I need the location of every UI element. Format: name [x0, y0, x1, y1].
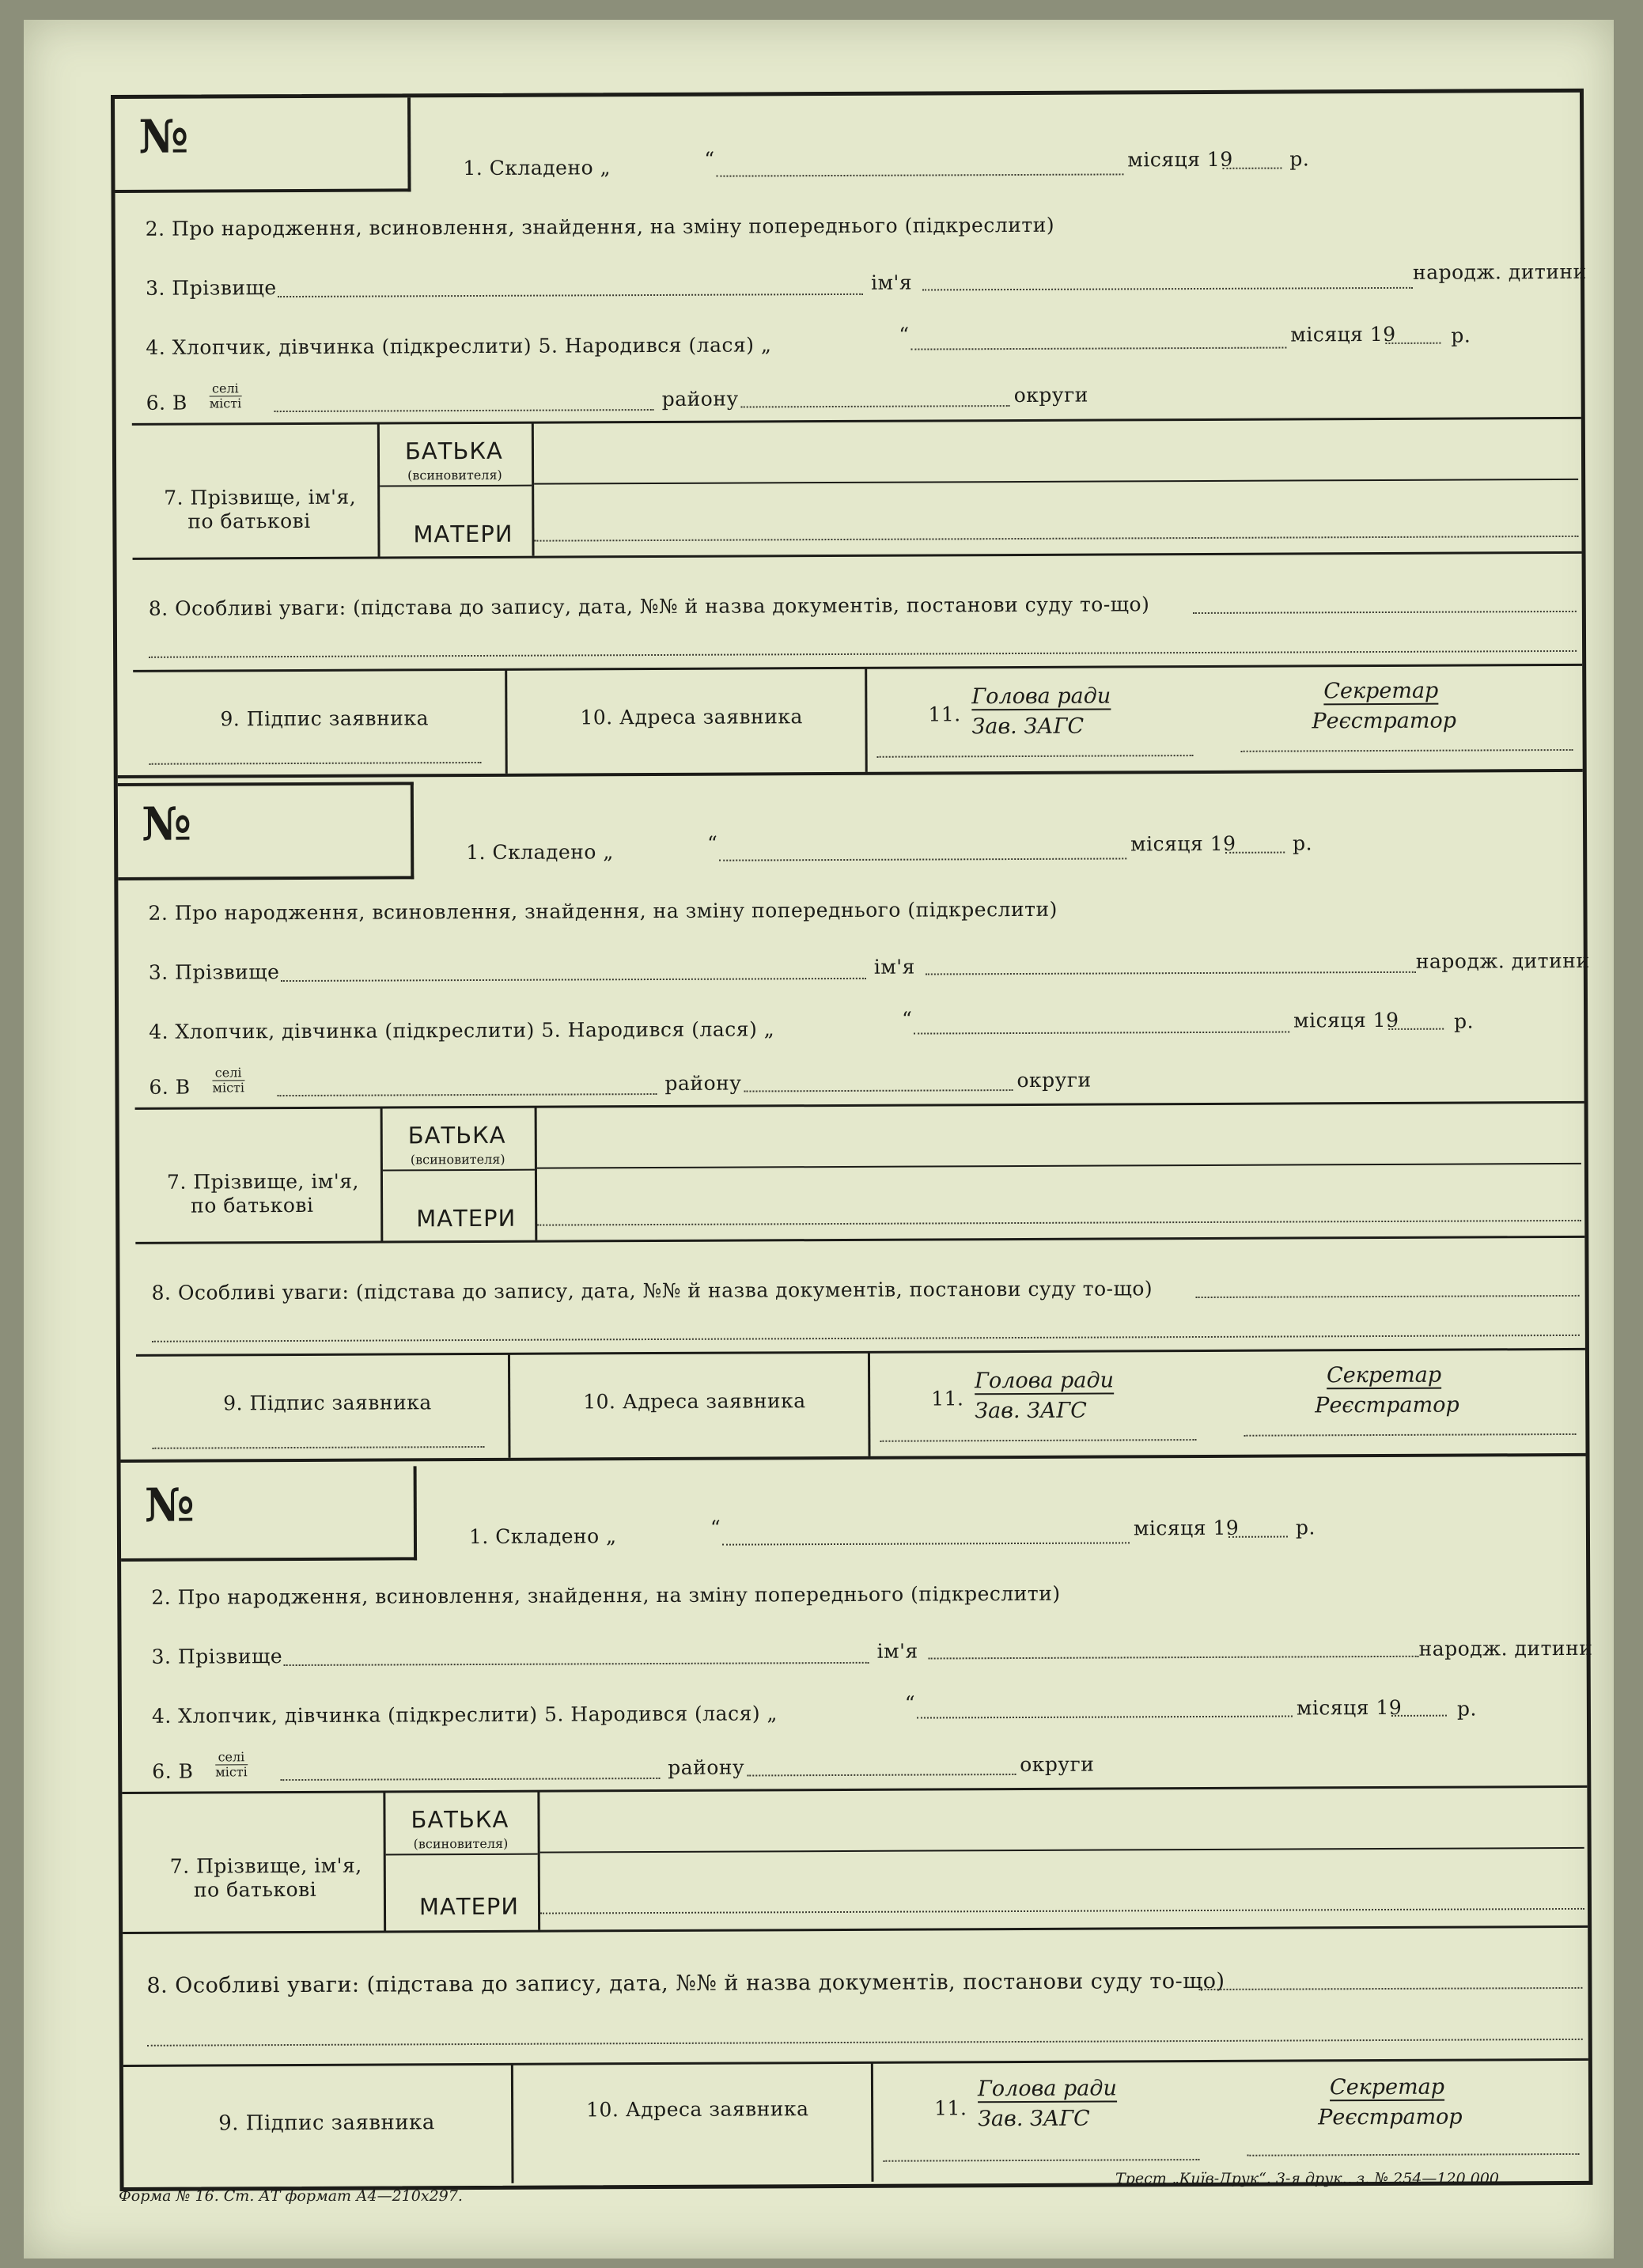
f1-day-field[interactable] — [719, 858, 1126, 861]
f6-frac-top: селі — [215, 1750, 248, 1765]
f7-father-rule — [383, 1169, 535, 1172]
f10-divider — [871, 2063, 874, 2182]
f3-surname-label: 3. Прізвище — [148, 960, 280, 984]
f6-frac-bottom: місті — [212, 1080, 245, 1096]
f4-label: 4. Хлопчик, дівчинка (підкреслити) 5. Народився (лася) „ — [151, 1702, 778, 1728]
form-number-footer: Форма № 16. Ст. АТ формат А4—210х297. — [119, 2187, 463, 2205]
f6-district-field[interactable] — [744, 1089, 1013, 1092]
f11-sign-field-1[interactable] — [877, 755, 1194, 758]
f1-year: р. — [1295, 1516, 1316, 1539]
f10-label: 10. Адреса заявника — [583, 1389, 806, 1414]
row8-rule — [136, 1348, 1585, 1357]
f4-month: місяця 19 — [1296, 1695, 1403, 1720]
f11-label: 11. — [934, 2096, 967, 2120]
row6-rule — [132, 417, 1581, 426]
f4-quote: “ — [899, 323, 910, 346]
f4-year-field[interactable] — [1388, 1028, 1444, 1030]
f3-child-label: народж. дитини — [1418, 1636, 1593, 1660]
f7-divider-left — [377, 424, 380, 557]
f1-quote: “ — [704, 147, 715, 171]
f6-district-label: району — [664, 1071, 742, 1095]
f11-zags: Зав. ЗАГС — [971, 714, 1085, 740]
f10-label: 10. Адреса заявника — [580, 705, 803, 729]
f3-surname-field[interactable] — [284, 1662, 869, 1666]
f4-year-field[interactable] — [1385, 343, 1440, 344]
f1-year-field[interactable] — [1225, 852, 1285, 854]
f3-name-field[interactable] — [929, 1656, 1419, 1660]
f4-quote: “ — [902, 1007, 913, 1031]
f7-father-sub: (всиновителя) — [413, 1835, 509, 1852]
form-frame — [111, 89, 1593, 2191]
f1-month: місяця 19 — [1133, 1516, 1240, 1540]
f11-zags: Зав. ЗАГС — [978, 2106, 1090, 2132]
record-number-box[interactable] — [115, 97, 411, 193]
f9-divider — [505, 670, 508, 774]
number-sign: № — [144, 1478, 195, 1532]
f4-day-field[interactable] — [914, 1032, 1289, 1035]
f7-father-field[interactable] — [540, 1847, 1584, 1853]
f11-sign-field-1[interactable] — [880, 1439, 1196, 1442]
f1-day-field[interactable] — [716, 173, 1123, 176]
row8-rule — [123, 2058, 1588, 2067]
f6-frac-bottom: місті — [215, 1764, 248, 1780]
f7-father-rule — [380, 485, 532, 487]
f1-label: 1. Складено „ — [463, 156, 611, 180]
f9-label: 9. Підпис заявника — [223, 1391, 432, 1415]
row8-rule — [133, 664, 1582, 672]
f7-mother-field[interactable] — [537, 1220, 1581, 1226]
f8-label: 8. Особливі уваги: (підстава до запису, дата, №№ й назва документів, постанови суду то-що) — [146, 1968, 1225, 1998]
f3-child-label: народж. дитини — [1412, 259, 1587, 284]
f4-year: р. — [1454, 1009, 1475, 1033]
f6-okrug-label: округи — [1013, 383, 1088, 407]
f3-name-field[interactable] — [922, 287, 1413, 291]
f3-name-field[interactable] — [926, 971, 1416, 975]
f7-father-field[interactable] — [534, 479, 1578, 485]
f1-year: р. — [1289, 147, 1310, 171]
f11-label: 11. — [931, 1387, 964, 1410]
f8-label: 8. Особливі уваги: (підстава до запису, дата, №№ й назва документів, постанови суду то-що) — [148, 593, 1150, 620]
f7-divider-right — [537, 1792, 540, 1930]
f7-father-label: БАТЬКА — [404, 437, 503, 465]
f4-month: місяця 19 — [1293, 1008, 1399, 1032]
f2-label: 2. Про народження, всиновлення, знайдення, на зміну попереднього (підкреслити) — [148, 897, 1058, 925]
f10-divider — [868, 1353, 871, 1456]
f4-year: р. — [1456, 1697, 1477, 1721]
f6-frac-bottom: місті — [209, 396, 242, 411]
f11-head: Голова ради — [977, 2076, 1117, 2102]
f4-year: р. — [1451, 324, 1471, 347]
f11-sign-field-2[interactable] — [1244, 1433, 1576, 1437]
f10-label: 10. Адреса заявника — [586, 2097, 809, 2122]
f11-registrar: Реєстратор — [1312, 708, 1457, 734]
f6-fraction — [215, 1750, 248, 1779]
f6-frac-top: селі — [210, 381, 242, 396]
f1-quote: “ — [710, 1516, 721, 1539]
f3-surname-label: 3. Прізвище — [151, 1645, 283, 1668]
f4-month: місяця 19 — [1290, 322, 1396, 346]
f1-year: р. — [1293, 831, 1313, 855]
f6-place-field[interactable] — [274, 409, 654, 412]
f11-sign-field-1[interactable] — [883, 2159, 1199, 2162]
f7-father-label: БАТЬКА — [407, 1121, 506, 1149]
f11-label: 11. — [928, 702, 961, 726]
f6-fraction — [210, 381, 242, 411]
f3-name-label: ім'я — [873, 955, 915, 979]
f7-mother-label: МАТЕРИ — [413, 520, 513, 548]
f6-district-field[interactable] — [747, 1774, 1016, 1776]
f9-sign-field[interactable] — [152, 1446, 484, 1449]
f3-surname-label: 3. Прізвище — [146, 276, 277, 300]
f7-label-line2: по батькові — [191, 1193, 314, 1217]
f4-day-field[interactable] — [917, 1716, 1293, 1719]
f7-label-line1: 7. Прізвище, ім'я, — [164, 485, 357, 509]
f11-secretary: Секретар — [1329, 2074, 1445, 2100]
f11-registrar: Реєстратор — [1318, 2104, 1463, 2130]
record-3 — [121, 1461, 1593, 2187]
f3-surname-field[interactable] — [281, 978, 866, 982]
f7-mother-label: МАТЕРИ — [418, 1892, 520, 1921]
f11-head: Голова ради — [971, 683, 1111, 710]
f11-sign-field-2[interactable] — [1241, 749, 1573, 752]
f3-name-label: ім'я — [870, 271, 913, 294]
f1-day-field[interactable] — [722, 1542, 1130, 1545]
f7-divider-right — [532, 423, 535, 556]
f6-label: 6. В — [152, 1759, 194, 1783]
f7-divider-left — [383, 1793, 386, 1931]
f10-divider — [865, 668, 868, 772]
f7-father-sub: (всиновителя) — [410, 1151, 505, 1168]
f7-father-rule — [386, 1853, 538, 1856]
f2-label: 2. Про народження, всиновлення, знайдення, на зміну попереднього (підкреслити) — [151, 1581, 1061, 1609]
number-sign: № — [138, 109, 189, 164]
f6-place-field[interactable] — [280, 1778, 660, 1781]
f1-quote: “ — [707, 831, 718, 855]
f6-district-label: району — [661, 387, 739, 411]
f11-secretary: Секретар — [1323, 678, 1439, 704]
f11-registrar: Реєстратор — [1315, 1392, 1459, 1418]
f4-day-field[interactable] — [910, 347, 1286, 350]
f3-child-label: народж. дитини — [1415, 948, 1590, 973]
f7-divider-left — [380, 1108, 384, 1241]
row6-rule — [122, 1785, 1587, 1794]
f4-label: 4. Хлопчик, дівчинка (підкреслити) 5. Народився (лася) „ — [146, 333, 772, 359]
f9-sign-field[interactable] — [150, 762, 482, 765]
f6-frac-top: селі — [212, 1066, 244, 1081]
f1-month: місяця 19 — [1127, 147, 1233, 172]
f9-divider — [511, 2065, 514, 2183]
f7-mother-field[interactable] — [534, 536, 1578, 542]
f11-head: Голова ради — [975, 1368, 1115, 1394]
f6-label: 6. В — [146, 391, 187, 415]
f8-field-2[interactable] — [152, 1335, 1580, 1342]
f8-label: 8. Особливі уваги: (підстава до запису, дата, №№ й назва документів, постанови суду то-що) — [151, 1277, 1153, 1304]
f4-quote: “ — [904, 1691, 916, 1715]
f9-divider — [508, 1354, 511, 1458]
f8-field-1[interactable] — [1198, 1987, 1582, 1990]
f6-district-label: району — [668, 1755, 745, 1779]
f7-father-label: БАТЬКА — [411, 1805, 509, 1834]
f8-field-1[interactable] — [1193, 611, 1577, 614]
f1-label: 1. Складено „ — [468, 1524, 617, 1549]
f11-sign-field-2[interactable] — [1247, 2153, 1579, 2156]
f11-zags: Зав. ЗАГС — [975, 1398, 1087, 1424]
f7-mother-field[interactable] — [540, 1908, 1584, 1914]
f1-year-field[interactable] — [1222, 168, 1281, 169]
f6-place-field[interactable] — [278, 1093, 657, 1096]
record-number-box[interactable] — [121, 1466, 418, 1562]
row6-rule — [135, 1101, 1584, 1110]
f6-fraction — [212, 1066, 244, 1095]
f4-label: 4. Хлопчик, дівчинка (підкреслити) 5. Народився (лася) „ — [149, 1017, 775, 1043]
f7-label-line2: по батькові — [193, 1877, 317, 1902]
number-sign: № — [141, 797, 192, 851]
f6-label: 6. В — [149, 1075, 191, 1099]
f8-field-1[interactable] — [1196, 1295, 1580, 1298]
f7-father-field[interactable] — [537, 1163, 1581, 1169]
document-sheet — [24, 20, 1614, 2259]
f1-month: місяця 19 — [1130, 831, 1236, 856]
row7-rule — [133, 551, 1582, 560]
f11-secretary: Секретар — [1327, 1362, 1442, 1388]
printer-footer: Трест „Київ-Друк“. 3-я друк., з. № 254—120.000. — [1115, 2170, 1505, 2187]
f1-year-field[interactable] — [1228, 1536, 1288, 1538]
f1-label: 1. Складено „ — [466, 840, 614, 865]
record-2 — [118, 777, 1590, 1463]
row7-rule — [135, 1236, 1584, 1244]
row7-rule — [123, 1925, 1588, 1934]
f7-mother-label: МАТЕРИ — [416, 1204, 517, 1232]
f9-label: 9. Підпис заявника — [218, 2111, 435, 2136]
f8-field-2[interactable] — [149, 650, 1577, 658]
f3-surname-field[interactable] — [278, 293, 863, 297]
f9-label: 9. Підпис заявника — [220, 706, 430, 731]
f2-label: 2. Про народження, всиновлення, знайдення, на зміну попереднього (підкреслити) — [145, 213, 1055, 240]
f7-label-line2: по батькові — [187, 509, 311, 533]
f4-year-field[interactable] — [1391, 1715, 1447, 1717]
f8-field-2[interactable] — [147, 2039, 1583, 2047]
f7-label-line1: 7. Прізвище, ім'я, — [166, 1169, 359, 1194]
f7-label-line1: 7. Прізвище, ім'я, — [169, 1853, 362, 1878]
f3-name-label: ім'я — [876, 1639, 918, 1663]
f6-district-field[interactable] — [741, 405, 1010, 407]
f6-okrug-label: округи — [1020, 1752, 1095, 1777]
f7-divider-right — [535, 1107, 538, 1240]
f7-father-sub: (всиновителя) — [407, 467, 502, 483]
record-1 — [115, 93, 1587, 778]
record-number-box[interactable] — [118, 782, 415, 880]
f6-okrug-label: округи — [1016, 1068, 1092, 1092]
